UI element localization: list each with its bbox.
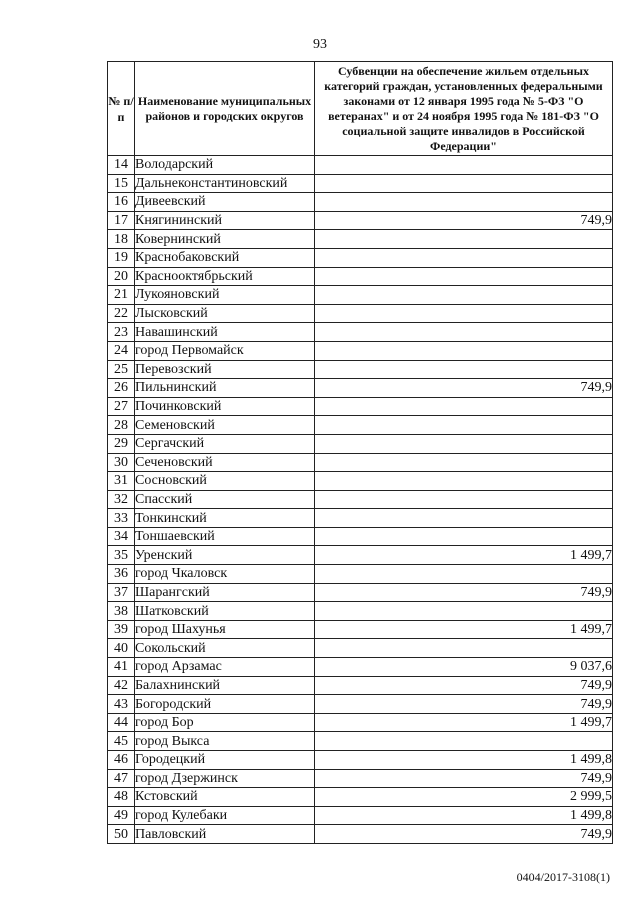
row-value: 1 499,8 — [315, 751, 613, 770]
row-number: 17 — [108, 211, 135, 230]
row-value: 749,9 — [315, 379, 613, 398]
row-name: Балахнинский — [135, 676, 315, 695]
row-number: 29 — [108, 434, 135, 453]
row-value — [315, 156, 613, 175]
row-number: 36 — [108, 565, 135, 584]
row-value — [315, 472, 613, 491]
row-number: 35 — [108, 546, 135, 565]
row-value — [315, 639, 613, 658]
row-value — [315, 397, 613, 416]
row-number: 14 — [108, 156, 135, 175]
table-row — [108, 788, 613, 807]
header-value: Субвенции на обеспечение жильем отдельных категорий граждан, установленных федеральными законами от 12 января 1995 года № 5-ФЗ "О ветеранах" и от 24 ноября 1995 года № 181-ФЗ "О социальной защите инвалидов в Российской Федерации" — [315, 62, 613, 156]
row-name: город Выкса — [135, 732, 315, 751]
row-value: 749,9 — [315, 769, 613, 788]
row-number: 50 — [108, 825, 135, 844]
row-name: город Первомайск — [135, 341, 315, 360]
row-value: 1 499,7 — [315, 713, 613, 732]
row-number: 47 — [108, 769, 135, 788]
table-row — [108, 769, 613, 788]
row-value: 749,9 — [315, 583, 613, 602]
row-name: Дивеевский — [135, 193, 315, 212]
table-row — [108, 602, 613, 621]
table-row — [108, 397, 613, 416]
row-number: 20 — [108, 267, 135, 286]
row-name: Павловский — [135, 825, 315, 844]
row-value — [315, 286, 613, 305]
row-number: 32 — [108, 490, 135, 509]
table-body — [108, 156, 613, 844]
row-number: 46 — [108, 751, 135, 770]
row-name: город Шахунья — [135, 620, 315, 639]
table-row — [108, 193, 613, 212]
document-code: 0404/2017-3108(1) — [516, 870, 610, 884]
row-number: 44 — [108, 713, 135, 732]
table-row — [108, 211, 613, 230]
header-number: № п/п — [108, 62, 135, 156]
row-value — [315, 323, 613, 342]
row-number: 48 — [108, 788, 135, 807]
row-name: Семеновский — [135, 416, 315, 435]
table-row — [108, 453, 613, 472]
row-name: Сокольский — [135, 639, 315, 658]
table-row — [108, 230, 613, 249]
row-name: Шарангский — [135, 583, 315, 602]
row-name: Тонкинский — [135, 509, 315, 528]
row-value: 1 499,7 — [315, 620, 613, 639]
table-row — [108, 416, 613, 435]
table-row — [108, 751, 613, 770]
table-row — [108, 379, 613, 398]
subventions-table — [107, 61, 613, 844]
row-number: 21 — [108, 286, 135, 305]
row-number: 19 — [108, 248, 135, 267]
row-number: 25 — [108, 360, 135, 379]
row-name: город Кулебаки — [135, 806, 315, 825]
row-number: 18 — [108, 230, 135, 249]
row-value — [315, 416, 613, 435]
row-name: Володарский — [135, 156, 315, 175]
row-value: 1 499,8 — [315, 806, 613, 825]
row-name: Краснооктябрьский — [135, 267, 315, 286]
table-row — [108, 713, 613, 732]
row-value: 2 999,5 — [315, 788, 613, 807]
table-row — [108, 267, 613, 286]
table-row — [108, 174, 613, 193]
row-value — [315, 230, 613, 249]
row-number: 27 — [108, 397, 135, 416]
row-name: Кстовский — [135, 788, 315, 807]
row-number: 23 — [108, 323, 135, 342]
row-value — [315, 360, 613, 379]
row-name: Сеченовский — [135, 453, 315, 472]
row-value — [315, 509, 613, 528]
row-name: Сосновский — [135, 472, 315, 491]
row-value: 749,9 — [315, 211, 613, 230]
row-name: Навашинский — [135, 323, 315, 342]
row-number: 49 — [108, 806, 135, 825]
row-value — [315, 434, 613, 453]
table-row — [108, 695, 613, 714]
table-row — [108, 620, 613, 639]
row-value — [315, 341, 613, 360]
row-name: Ковернинский — [135, 230, 315, 249]
table-row — [108, 732, 613, 751]
table-row — [108, 323, 613, 342]
table-row — [108, 156, 613, 175]
table-header-row — [108, 62, 613, 156]
table-row — [108, 546, 613, 565]
table-row — [108, 360, 613, 379]
row-number: 30 — [108, 453, 135, 472]
row-value — [315, 248, 613, 267]
row-value — [315, 602, 613, 621]
row-value — [315, 732, 613, 751]
row-name: Лысковский — [135, 304, 315, 323]
row-name: Починковский — [135, 397, 315, 416]
table-row — [108, 583, 613, 602]
row-number: 38 — [108, 602, 135, 621]
table-row — [108, 341, 613, 360]
table-row — [108, 286, 613, 305]
row-name: Перевозский — [135, 360, 315, 379]
table-row — [108, 565, 613, 584]
row-number: 39 — [108, 620, 135, 639]
row-number: 28 — [108, 416, 135, 435]
row-name: Городецкий — [135, 751, 315, 770]
row-number: 45 — [108, 732, 135, 751]
row-name: город Чкаловск — [135, 565, 315, 584]
row-number: 22 — [108, 304, 135, 323]
table-row — [108, 304, 613, 323]
row-value — [315, 304, 613, 323]
header-name: Наименование муниципальных районов и городских округов — [135, 62, 315, 156]
table-row — [108, 509, 613, 528]
row-number: 26 — [108, 379, 135, 398]
row-value: 9 037,6 — [315, 658, 613, 677]
row-value — [315, 267, 613, 286]
row-number: 34 — [108, 527, 135, 546]
table-row — [108, 639, 613, 658]
row-name: Княгининский — [135, 211, 315, 230]
row-number: 37 — [108, 583, 135, 602]
row-value: 1 499,7 — [315, 546, 613, 565]
row-number: 42 — [108, 676, 135, 695]
row-number: 24 — [108, 341, 135, 360]
row-name: Краснобаковский — [135, 248, 315, 267]
row-number: 40 — [108, 639, 135, 658]
row-name: Уренский — [135, 546, 315, 565]
row-value: 749,9 — [315, 825, 613, 844]
row-value: 749,9 — [315, 676, 613, 695]
row-name: Пильнинский — [135, 379, 315, 398]
row-number: 43 — [108, 695, 135, 714]
row-value — [315, 453, 613, 472]
table-row — [108, 676, 613, 695]
row-name: Сергачский — [135, 434, 315, 453]
table-row — [108, 658, 613, 677]
row-name: Дальнеконстантиновский — [135, 174, 315, 193]
row-name: Шатковский — [135, 602, 315, 621]
table-row — [108, 527, 613, 546]
row-value — [315, 490, 613, 509]
row-value: 749,9 — [315, 695, 613, 714]
table-row — [108, 472, 613, 491]
row-name: город Бор — [135, 713, 315, 732]
table-row — [108, 825, 613, 844]
table-row — [108, 806, 613, 825]
row-number: 33 — [108, 509, 135, 528]
row-value — [315, 565, 613, 584]
row-number: 15 — [108, 174, 135, 193]
row-value — [315, 193, 613, 212]
row-name: город Дзержинск — [135, 769, 315, 788]
row-name: Богородский — [135, 695, 315, 714]
row-name: Спасский — [135, 490, 315, 509]
row-number: 31 — [108, 472, 135, 491]
row-number: 41 — [108, 658, 135, 677]
row-number: 16 — [108, 193, 135, 212]
table-row — [108, 248, 613, 267]
page-number: 93 — [313, 37, 327, 52]
table-row — [108, 434, 613, 453]
row-value — [315, 174, 613, 193]
row-name: Лукояновский — [135, 286, 315, 305]
row-name: Тоншаевский — [135, 527, 315, 546]
row-value — [315, 527, 613, 546]
row-name: город Арзамас — [135, 658, 315, 677]
table-row — [108, 490, 613, 509]
